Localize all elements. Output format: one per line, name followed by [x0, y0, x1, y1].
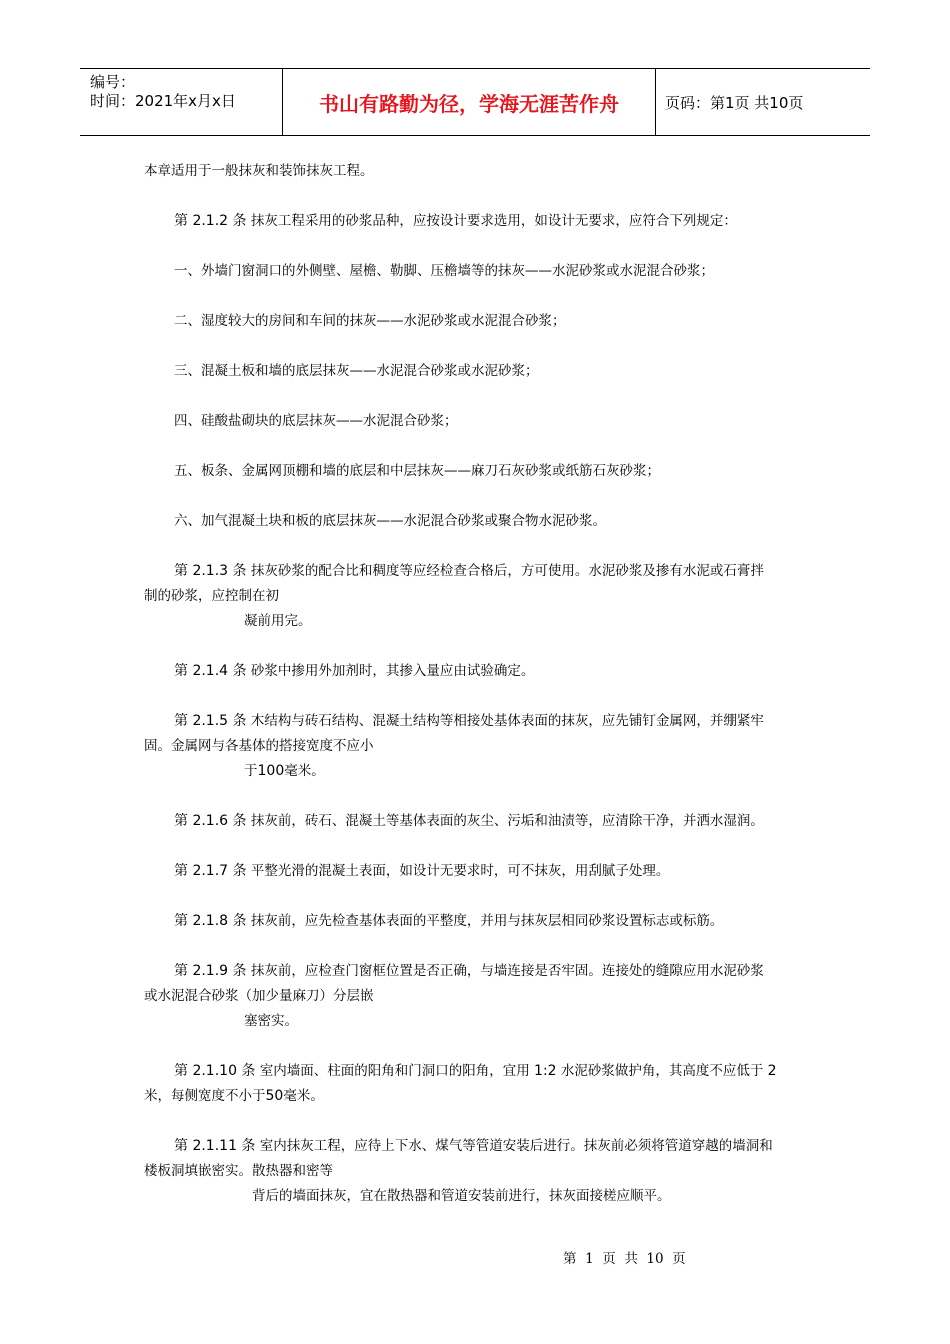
- article-number: 第 2.1.11 条: [174, 1138, 256, 1154]
- text-segment: 水泥砂浆做护角，其高度不应低于: [556, 1063, 768, 1079]
- text-segment: 室内墙面、柱面的阳角和门洞口的阳角，宜用: [255, 1063, 535, 1079]
- article-number: 第 2.1.8 条: [174, 913, 247, 929]
- list-item-1: 一、外墙门窗洞口的外侧壁、屋檐、勒脚、压檐墙等的抹灰——水泥砂浆或水泥混合砂浆；: [174, 263, 714, 279]
- article-number: 第 2.1.3 条: [174, 563, 247, 579]
- number-segment: 100: [257, 763, 285, 779]
- article-text: 抹灰前，应检查门窗框位置是否正确，与墙连接是否牢固。连接处的缝隙应用水泥砂浆: [246, 963, 764, 979]
- number-segment: 2: [767, 1063, 777, 1079]
- header-motto: 书山有路勤为径，学海无涯苦作舟: [283, 69, 656, 135]
- article-text: 木结构与砖石结构、混凝土结构等相接处基体表面的抹灰，应先铺钉金属网，并绷紧牢: [246, 713, 764, 729]
- number-segment: 1:2: [534, 1063, 557, 1079]
- article-text: 抹灰前，应先检查基体表面的平整度，并用与抹灰层相同砂浆设置标志或标筋。: [246, 913, 724, 929]
- article-2-1-9: [174, 962, 764, 980]
- article-2-1-11-line2: 楼板洞填嵌密实。散热器和密等: [144, 1163, 333, 1179]
- list-item-2: 二、湿度较大的房间和车间的抹灰——水泥砂浆或水泥混合砂浆；: [174, 313, 566, 329]
- intro-paragraph: 本章适用于一般抹灰和装饰抹灰工程。: [144, 163, 374, 179]
- text-segment: 于: [244, 763, 258, 779]
- article-2-1-3-line3: 凝前用完。: [244, 613, 312, 629]
- text-segment: 米，每侧宽度不小于: [144, 1088, 266, 1104]
- article-text: 抹灰前，砖石、混凝土等基体表面的灰尘、污垢和油渍等，应清除干净，并洒水湿润。: [246, 813, 764, 829]
- article-2-1-7: [174, 862, 669, 880]
- article-number: 第 2.1.10 条: [174, 1063, 256, 1079]
- article-text: 平整光滑的混凝土表面，如设计无要求时，可不抹灰，用刮腻子处理。: [246, 863, 670, 879]
- article-number: 第 2.1.6 条: [174, 813, 247, 829]
- article-2-1-9-line3: 塞密实。: [244, 1013, 298, 1029]
- list-item-6: 六、加气混凝土块和板的底层抹灰——水泥混合砂浆或聚合物水泥砂浆。: [174, 513, 606, 529]
- article-number: 第 2.1.4 条: [174, 663, 247, 679]
- article-text: 砂浆中掺用外加剂时，其掺入量应由试验确定。: [246, 663, 535, 679]
- list-item-4: 四、硅酸盐砌块的底层抹灰——水泥混合砂浆；: [174, 413, 458, 429]
- article-2-1-5: [174, 712, 764, 730]
- page-footer: 第 1 页 共 10 页: [563, 1251, 686, 1267]
- article-number: 第 2.1.9 条: [174, 963, 247, 979]
- date-label: 时间：2021年x月x日: [90, 92, 236, 110]
- article-number: 第 2.1.2 条: [174, 213, 247, 229]
- article-2-1-4: [174, 662, 534, 680]
- text-segment: 毫米。: [284, 763, 325, 779]
- article-text: 室内抹灰工程，应待上下水、煤气等管道安装后进行。抹灰前必须将管道穿越的墙洞和: [255, 1138, 773, 1154]
- article-2-1-5-line2: 固。金属网与各基体的搭接宽度不应小: [144, 738, 374, 754]
- article-2-1-9-line2: 或水泥混合砂浆（加少量麻刀）分层嵌: [144, 988, 374, 1004]
- article-text: 抹灰工程采用的砂浆品种，应按设计要求选用，如设计无要求，应符合下列规定：: [246, 213, 737, 229]
- article-2-1-8: [174, 912, 723, 930]
- article-2-1-6: [174, 812, 764, 830]
- number-segment: 50: [265, 1088, 284, 1104]
- article-2-1-3-line2: 制的砂浆，应控制在初: [144, 588, 279, 604]
- article-number: 第 2.1.5 条: [174, 713, 247, 729]
- article-text: 抹灰砂浆的配合比和稠度等应经检查合格后，方可使用。水泥砂浆及掺有水泥或石膏拌: [246, 563, 764, 579]
- serial-number-label: 编号：: [90, 73, 136, 91]
- header-page-label: 页码：第1页 共10页: [665, 93, 804, 112]
- article-2-1-2: [174, 212, 737, 230]
- article-2-1-5-line3: [244, 762, 325, 780]
- article-2-1-11-line3: 背后的墙面抹灰，宜在散热器和管道安装前进行，抹灰面接槎应顺平。: [252, 1188, 671, 1204]
- list-item-5: 五、板条、金属网顶棚和墙的底层和中层抹灰——麻刀石灰砂浆或纸筋石灰砂浆；: [174, 463, 660, 479]
- header-meta: [80, 69, 283, 135]
- article-2-1-10: [174, 1062, 777, 1080]
- article-2-1-11: [174, 1137, 773, 1155]
- page-header: [80, 68, 870, 136]
- text-segment: 毫米。: [283, 1088, 324, 1104]
- article-2-1-3: [174, 562, 764, 580]
- list-item-3: 三、混凝土板和墙的底层抹灰——水泥混合砂浆或水泥砂浆；: [174, 363, 539, 379]
- article-number: 第 2.1.7 条: [174, 863, 247, 879]
- article-2-1-10-line2: [144, 1087, 324, 1105]
